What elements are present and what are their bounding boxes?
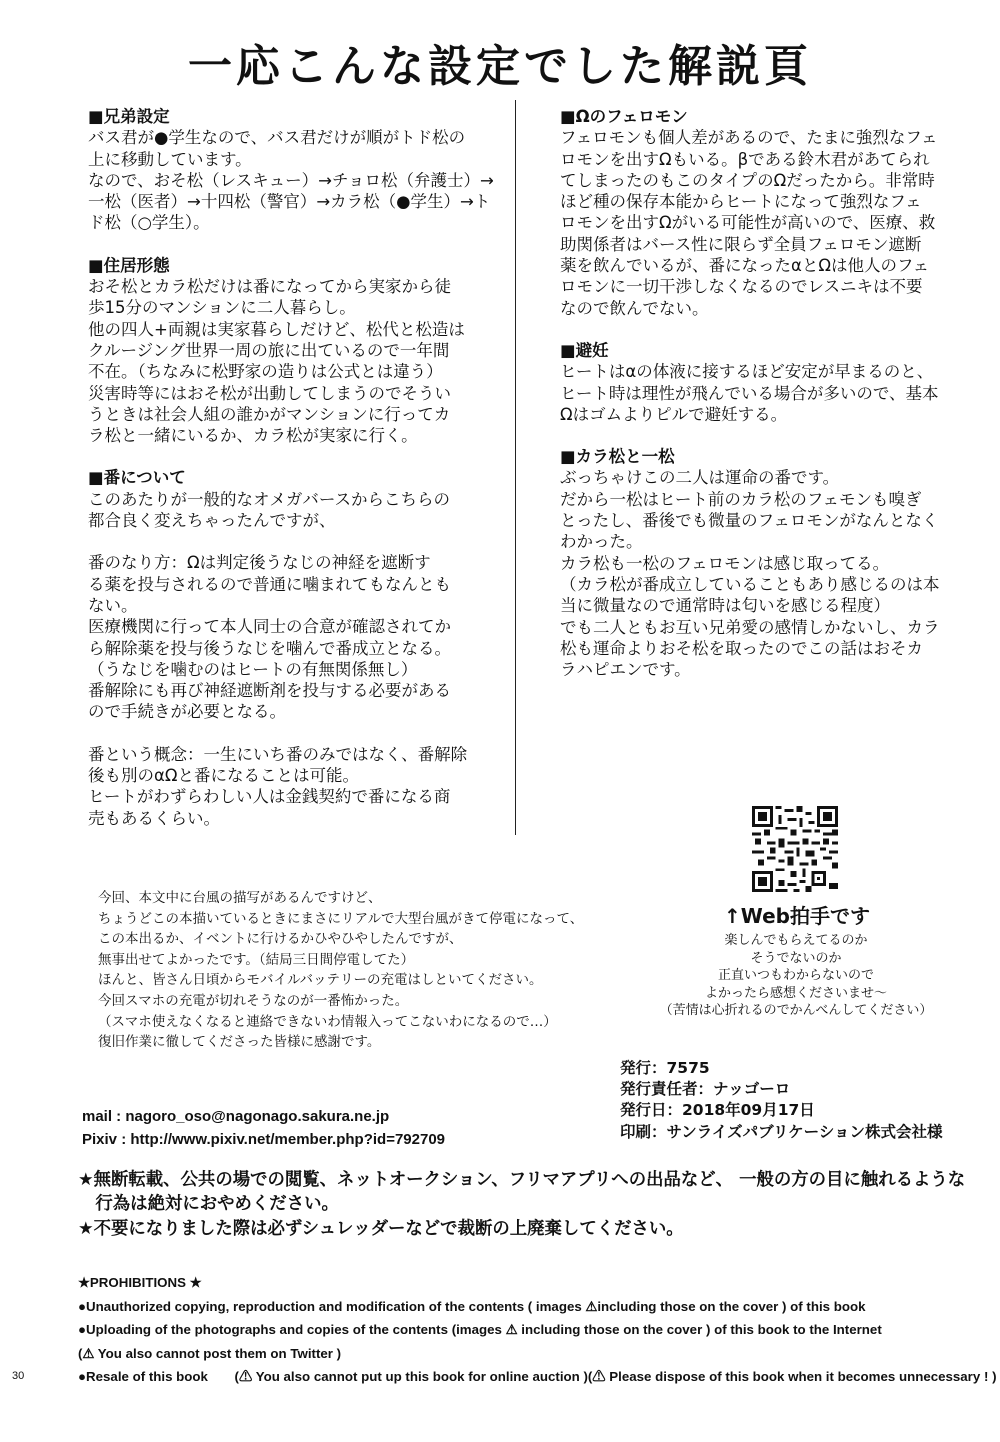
text-line: なので、おそ松（レスキュー）→チョロ松（弁護士）→ — [88, 170, 494, 190]
section-heading-siblings: ■兄弟設定 — [88, 107, 170, 126]
comment-line: （苦情は心折れるのでかんべんしてください） — [659, 1003, 933, 1018]
text-line: 一松（医者）→十四松（警官）→カラ松（●学生）→ト — [88, 192, 491, 212]
text-line: クルージング世界一周の旅に出ているので一年間 — [88, 340, 450, 360]
note-line: （スマホ使えなくなると連絡できないわ情報入ってこないわになるので…） — [98, 1013, 557, 1030]
text-line: 売もあるくらい。 — [88, 808, 220, 828]
text-line: とったし、番後でも微量のフェロモンがなんとなく — [560, 511, 939, 531]
note-line: ちょうどこの本描いているときにまさにリアルで大型台風がきて停電になって、 — [98, 910, 584, 927]
note-line: 今回、本文中に台風の描写があるんですけど、 — [98, 890, 382, 906]
text-line: 後も別のαΩと番になることは可能。 — [88, 766, 359, 786]
text-line: （カラ松が番成立していることもあり感じるのは本 — [560, 574, 940, 594]
note-line: この本出るか、イベントに行けるかひやひやしたんですが、 — [98, 931, 463, 948]
text-line: 災害時等にはおそ松が出動してしまうのでそうい — [88, 383, 451, 403]
text-line: ぶっちゃけこの二人は運命の番です。 — [560, 468, 840, 488]
text-line: ラ松と一緒にいるか、カラ松が実家に行く。 — [88, 426, 418, 446]
page-title: 一応こんな設定でした解説頁 — [188, 41, 812, 92]
section-heading-bond: ■番について — [88, 468, 186, 488]
colophon-publisher: 発行：7575 — [620, 1059, 710, 1077]
comment-line: よかったら感想くださいませ〜 — [704, 985, 887, 1001]
prohibition-line: ●Resale of this book (⚠ You also cannot put up this book for online auction )(⚠ Please dispose of this book when it becomes unnecessary ! ) — [78, 1369, 997, 1385]
section-heading-housing: ■住居形態 — [88, 255, 170, 275]
text-line: このあたりが一般的なオメガバースからこちらの — [88, 489, 451, 509]
text-line: 都合良く変えちゃったんですが、 — [88, 511, 336, 531]
text-line: ので手続きが必要となる。 — [88, 702, 286, 722]
contact-info — [82, 1106, 445, 1151]
web-clap-comment — [640, 932, 952, 1020]
text-line: （うなじを噛むのはヒートの有無関係無し） — [88, 659, 418, 679]
text-line: ない。 — [88, 595, 138, 615]
web-clap-label[interactable]: ↑Web拍手です — [724, 904, 870, 928]
note-line: 無事出せてよかったです。（結局三日間停電してた） — [98, 951, 415, 968]
text-line: Ωはゴムよりピルで避妊する。 — [560, 404, 788, 424]
text-line: 他の四人+両親は実家暮らしだけど、松代と松造は — [88, 319, 465, 339]
text-line: ら解除薬を投与後うなじを噛んで番成立となる。 — [88, 638, 451, 658]
section-heading-pheromone: ■Ωのフェロモン — [560, 107, 688, 126]
comment-line: そうでないのか — [750, 950, 842, 966]
text-line: 番のなり方：Ωは判定後うなじの神経を遮断す — [88, 553, 431, 573]
text-line: 薬を飲んでいるが、番になったαとΩは他人のフェ — [560, 256, 930, 276]
text-line: る薬を投与されるので普通に噛まれてもなんとも — [88, 574, 451, 594]
text-line: 番解除にも再び神経遮断剤を投与する必要がある — [88, 681, 451, 701]
section-heading-karamatsu-ichimatsu: ■カラ松と一松 — [560, 447, 675, 467]
text-line: ヒートがわずらわしい人は金銭契約で番になる商 — [88, 787, 451, 807]
text-line: 上に移動しています。 — [88, 149, 252, 169]
colophon-editor: 発行責任者：ナッゴーロ — [620, 1080, 791, 1099]
text-line: ロモンに一切干渉しなくなるのでレスニキは不要 — [560, 277, 923, 297]
warning-line: 行為は絶対におやめください。 — [78, 1194, 339, 1215]
contact-pixiv[interactable]: Pixiv : http://www.pixiv.net/member.php?id=792709 — [82, 1130, 446, 1148]
column-divider — [515, 100, 516, 835]
prohibitions-heading: ★PROHIBITIONS ★ — [78, 1275, 202, 1290]
text-line: ロモンを出すΩがいる可能性が高いので、医療、救 — [560, 213, 936, 233]
note-line: ほんと、皆さん日頃からモバイルバッテリーの充電はしといてください。 — [98, 972, 543, 989]
text-line: カラ松も一松のフェロモンは感じ取ってる。 — [560, 553, 890, 573]
text-line: ラハピエンです。 — [560, 660, 691, 680]
text-line: ド松（○学生）。 — [88, 213, 210, 233]
text-line: ヒート時は理性が飛んでいる場合が多いので、基本 — [560, 383, 939, 403]
comment-line: 正直いつもわからないので — [717, 968, 874, 983]
text-line: バス君が●学生なので、バス君だけが順がトド松の — [88, 128, 466, 148]
right-column — [560, 106, 940, 680]
warning-line: ★不要になりました際は必ずシュレッダーなどで裁断の上廃棄してください。 — [78, 1218, 684, 1239]
qr-code-icon[interactable] — [752, 806, 838, 892]
text-line: ほど種の保存本能からヒートになって強烈なフェ — [560, 192, 922, 212]
section-heading-contraception: ■避妊 — [560, 340, 609, 360]
text-line: てしまったのもこのタイプのΩだったから。非常時 — [560, 170, 935, 190]
left-column — [88, 106, 494, 829]
text-line: フェロモンも個人差があるので、たまに強烈なフェ — [560, 128, 938, 148]
page-number: 30 — [12, 1370, 25, 1382]
text-line: 歩15分のマンションに二人暮らし。 — [88, 298, 356, 318]
text-line: うときは社会人組の誰かがマンションに行ってカ — [88, 404, 451, 424]
colophon-printer: 印刷：サンライズパブリケーション株式会社様 — [620, 1122, 943, 1141]
contact-mail[interactable]: mail : nagoro_oso@nagonago.sakura.ne.jp — [82, 1108, 390, 1125]
prohibition-line: ●Unauthorized copying, reproduction and modification of the contents ( images ⚠including those on the cover ) of this book — [78, 1298, 866, 1314]
text-line: 当に微量なので通常時は匂いを感じる程度） — [560, 596, 890, 616]
prohibitions — [78, 1271, 997, 1389]
text-line: ロモンを出すΩもいる。βである鈴木君があてられ — [560, 149, 930, 169]
prohibition-line: ●Uploading of the photographs and copies of the contents (images ⚠ including those on the cover ) of this book to the Internet — [78, 1322, 882, 1338]
text-line: 番という概念：一生にいち番のみではなく、番解除 — [88, 744, 468, 764]
warning-line: ★無断転載、公共の場での閲覧、ネットオークション、フリマアプリへの出品など、 一般の方の目に触れるような — [78, 1170, 966, 1190]
comment-line: 楽しんでもらえてるのか — [724, 933, 868, 948]
note-line: 復旧作業に徹してくださった皆様に感謝です。 — [98, 1034, 381, 1051]
colophon-date: 発行日：2018年09月17日 — [620, 1101, 815, 1120]
text-line: 松も運命よりおそ松を取ったのでこの話はおそカ — [560, 638, 923, 658]
text-line: だから一松はヒート前のカラ松のフェモンも嗅ぎ — [560, 489, 922, 509]
note-line: 今回スマホの充電が切れそうなのが一番怖かった。 — [98, 992, 409, 1009]
warning-notice — [78, 1168, 965, 1241]
text-line: おそ松とカラ松だけは番になってから実家から徒 — [88, 277, 451, 297]
text-line: でも二人ともお互い兄弟愛の感情しかないし、カラ — [560, 617, 940, 637]
prohibition-line: (⚠ You also cannot post them on Twitter ) — [78, 1345, 342, 1361]
afterword-note — [98, 888, 583, 1053]
text-line: 医療機関に行って本人同士の合意が確認されてか — [88, 617, 451, 637]
colophon — [620, 1058, 943, 1143]
text-line: わかった。 — [560, 532, 643, 552]
text-line: 助関係者はバース性に限らず全員フェロモン遮断 — [560, 234, 922, 254]
text-line: 不在。（ちなみに松野家の造りは公式とは違う） — [88, 362, 443, 382]
text-line: なので飲んでない。 — [560, 298, 709, 318]
text-line: ヒートはαの体液に接するほど安定が早まるのと、 — [560, 362, 934, 382]
